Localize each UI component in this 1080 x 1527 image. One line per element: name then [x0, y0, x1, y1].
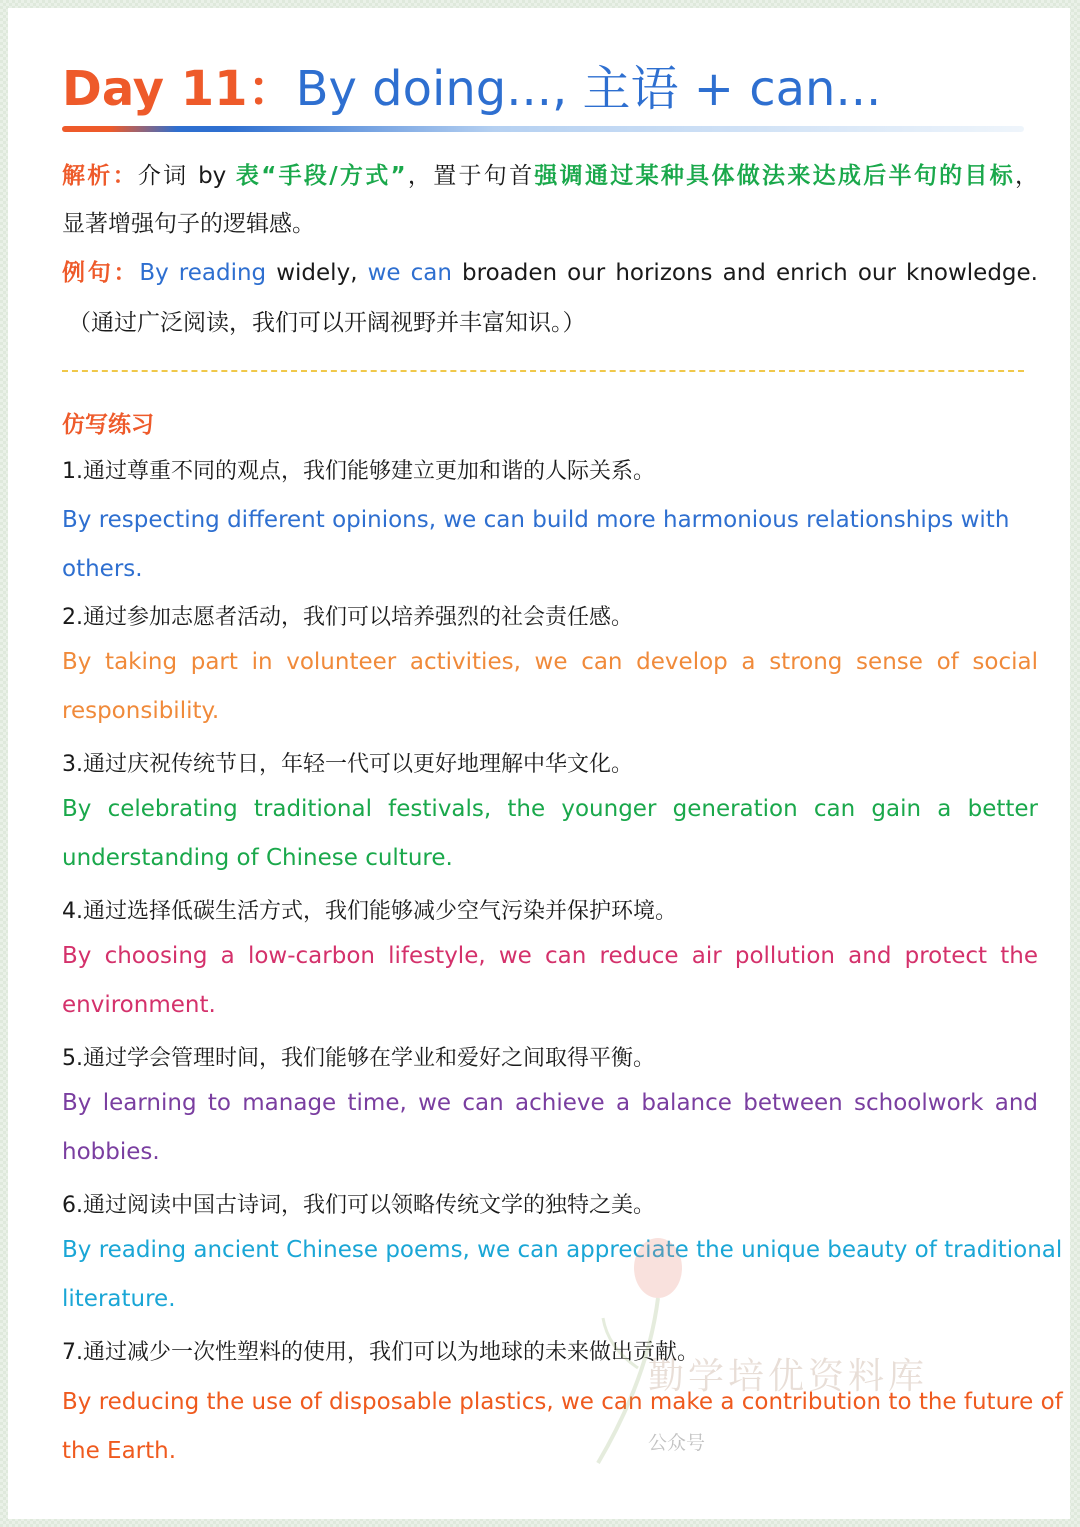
content-card: [8, 8, 1070, 1519]
practice-item-7-en-1: By reducing the use of disposable plastics, we can make a contribution to the future of: [62, 1389, 1063, 1415]
example-sentence: [62, 255, 1038, 291]
day-label: Day 11：: [62, 61, 296, 117]
practice-item-4-en-2: environment.: [62, 992, 216, 1018]
analysis-line-2: 显著增强句子的逻辑感。: [62, 211, 315, 237]
example-widely: widely,: [266, 260, 368, 286]
analysis-text-1: 介词 by: [137, 163, 236, 189]
analysis-text-2: ，置于句首: [405, 163, 535, 189]
practice-item-4-en-1: By choosing a low-carbon lifestyle, we can reduce air pollution and protect the: [62, 943, 1038, 969]
practice-item-3-en-2: understanding of Chinese culture.: [62, 845, 453, 871]
practice-item-7-cn: 7.通过减少一次性塑料的使用，我们可以为地球的未来做出贡献。: [62, 1340, 699, 1365]
practice-item-1-cn: 1.通过尊重不同的观点，我们能够建立更加和谐的人际关系。: [62, 459, 655, 484]
example-translation: （通过广泛阅读，我们可以开阔视野并丰富知识。）: [68, 310, 586, 336]
practice-item-2-cn: 2.通过参加志愿者活动，我们可以培养强烈的社会责任感。: [62, 605, 633, 630]
example-label: 例句：: [62, 260, 140, 286]
practice-item-6-en-2: literature.: [62, 1286, 176, 1312]
practice-item-1-en-1: By respecting different opinions, we can build more harmonious relationships with: [62, 507, 1010, 533]
practice-item-2-en-2: responsibility.: [62, 698, 220, 724]
practice-item-3-cn: 3.通过庆祝传统节日，年轻一代可以更好地理解中华文化。: [62, 752, 633, 777]
watermark-text: 勤学培优资料库: [648, 1356, 929, 1397]
practice-item-5-en-1: By learning to manage time, we can achieve a balance between schoolwork and: [62, 1090, 1038, 1116]
analysis-text-3: ，: [1015, 163, 1039, 189]
example-by-reading: By reading: [139, 260, 267, 286]
watermark-sub: 公众号: [648, 1432, 706, 1454]
practice-item-7-en-2: the Earth.: [62, 1438, 177, 1464]
analysis-highlight-1: 表“手段/方式”: [235, 163, 406, 189]
practice-item-6-cn: 6.通过阅读中国古诗词，我们可以领略传统文学的独特之美。: [62, 1193, 655, 1218]
section-divider: [62, 370, 1024, 372]
practice-item-2-en-1: By taking part in volunteer activities, we can develop a strong sense of social: [62, 649, 1038, 675]
practice-item-5-en-2: hobbies.: [62, 1139, 160, 1165]
title-underline: [62, 126, 1024, 132]
example-rest: broaden our horizons and enrich our knowledge.: [451, 260, 1038, 286]
practice-item-6-en-1: By reading ancient Chinese poems, we can appreciate the unique beauty of traditional: [62, 1237, 1063, 1263]
analysis-line-1: [62, 158, 1038, 194]
practice-item-3-en-1: By celebrating traditional festivals, the younger generation can gain a better: [62, 796, 1038, 822]
page-title: [62, 54, 881, 124]
practice-item-4-cn: 4.通过选择低碳生活方式，我们能够减少空气污染并保护环境。: [62, 899, 677, 924]
title-pattern: By doing..., 主语 + can...: [295, 61, 882, 117]
example-we-can: we can: [367, 260, 452, 286]
practice-item-1-en-2: others.: [62, 556, 143, 582]
analysis-highlight-2: 强调通过某种具体做法来达成后半句的目标: [534, 163, 1016, 189]
practice-item-5-cn: 5.通过学会管理时间，我们能够在学业和爱好之间取得平衡。: [62, 1046, 655, 1071]
practice-title: 仿写练习: [62, 412, 154, 438]
analysis-label: 解析：: [62, 163, 138, 189]
